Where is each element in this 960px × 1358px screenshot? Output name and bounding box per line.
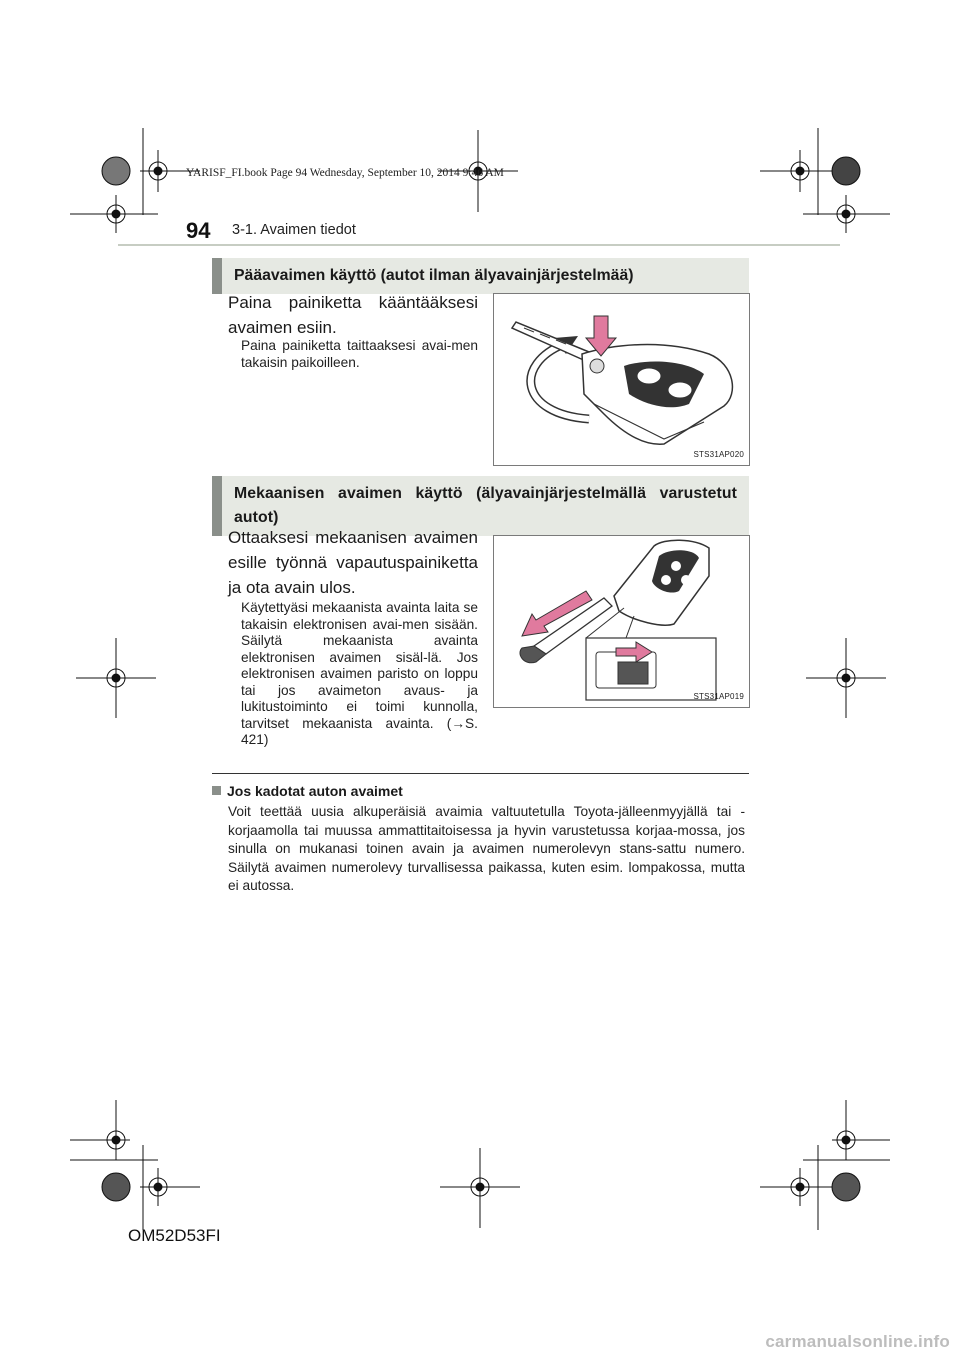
watermark: carmanualsonline.info bbox=[765, 1332, 950, 1351]
flip-key-illustration bbox=[493, 293, 750, 466]
section2-heading: Mekaanisen avaimen käyttö (älyavainjärjestelmällä varustetut autot) bbox=[212, 476, 749, 536]
page-number: 94 bbox=[186, 218, 211, 243]
registration-sunburst-top-left bbox=[102, 157, 130, 185]
note-body: Voit teettää uusia alkuperäisiä avaimia valtuutetulla Toyota-jälleenmyyjällä tai -korjaamolla tai muussa ammattitaitoisessa ja hyvin varustetussa korjaa-mossa, jos sinulla on mukanasi toinen avain ja avaimen numerolevyn stans-sattu numero. Säilytä avaimen numerolevy turvallisessa paikassa, kuten esim. lompakossa, mutta ei autossa. bbox=[228, 804, 745, 893]
flip-key-drawing bbox=[494, 294, 750, 466]
figure-code: STS31AP020 bbox=[693, 450, 744, 459]
header-divider bbox=[118, 244, 840, 246]
footer-manual-code: OM52D53FI bbox=[128, 1226, 221, 1245]
section-title: 3-1. Avaimen tiedot bbox=[232, 222, 356, 238]
section1-heading: Pääavaimen käyttö (autot ilman älyavainjärjestelmää) bbox=[212, 258, 749, 294]
note-title bbox=[212, 783, 403, 799]
section1-sub-text: Paina painiketta taittaaksesi avai-men takaisin paikoilleen. bbox=[241, 338, 478, 370]
section2-sub-text: Käytettyäsi mekaanista avainta laita se takaisin elektronisen avai-men sisään. Säilytä mekaanista avainta elektronisen avaimen sisäl-lä. Jos elektronisen avaimen paristo on loppu tai jos avaimeton avaus- ja lukitustoiminto ei toimi kunnolla, tarvitset mekaanista avainta. (→S. 421) bbox=[241, 600, 478, 747]
figure-code: STS31AP019 bbox=[693, 692, 744, 701]
section2-lead-text: Ottaaksesi mekaanisen avaimen esille työnnä vapautuspainiketta ja ota avain ulos. bbox=[228, 528, 478, 597]
note-title-text: Jos kadotat auton avaimet bbox=[227, 783, 403, 799]
note-square-bullet-icon bbox=[212, 786, 221, 795]
print-stamp: YARISF_FI.book Page 94 Wednesday, September 10, 2014 9:46 AM bbox=[186, 167, 504, 179]
smart-key-illustration bbox=[493, 535, 750, 708]
section1-lead-text: Paina painiketta kääntääksesi avaimen esiin. bbox=[228, 293, 478, 337]
smart-key-drawing bbox=[494, 536, 750, 708]
notes-divider bbox=[212, 773, 749, 774]
